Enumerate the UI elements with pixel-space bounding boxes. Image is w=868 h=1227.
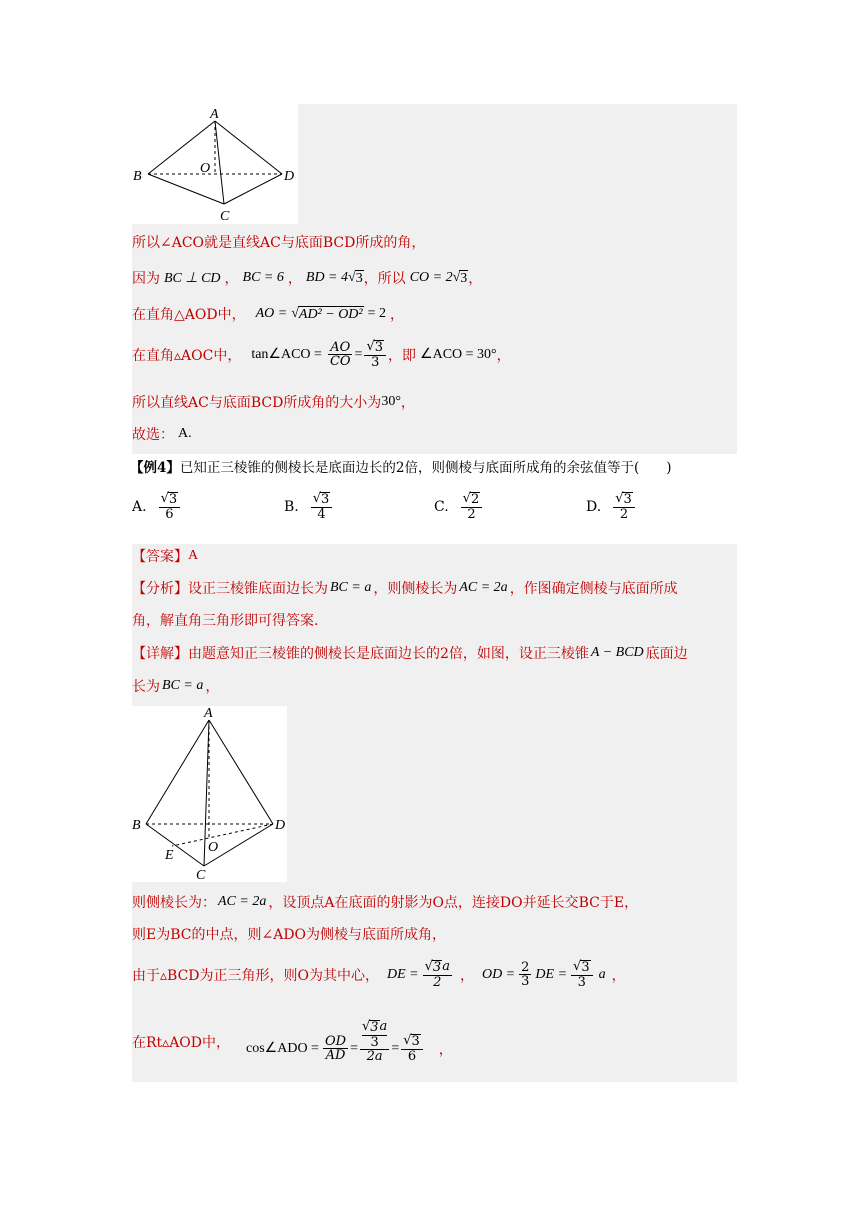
figure1-label-B: B	[133, 169, 142, 184]
analysis-text-c: ，则侧棱长为	[373, 581, 458, 597]
detail-text-a: 由题意知正三棱锥的侧棱长是底面边长的2倍，如图，设正三棱锥	[188, 646, 589, 662]
conclusion-text: 所以直线AC与底面BCD所成角的大小为	[132, 395, 382, 411]
example4-text: 已知正三棱锥的侧棱长是底面边长的2倍，则侧棱与底面所成角的余弦值等于( )	[179, 460, 672, 476]
tan-expr: tan∠ACO =	[251, 347, 322, 363]
co-expr: CO = 2	[409, 270, 453, 285]
solution-line-3	[132, 304, 404, 324]
analysis-line-2	[132, 610, 318, 630]
de-expr: DE =	[387, 966, 419, 982]
choice-a: A.	[178, 426, 192, 441]
example4-tag: 【例4】	[130, 460, 180, 476]
example4-question	[130, 456, 672, 476]
figure2-label-O: O	[208, 840, 219, 855]
detail-line-1	[132, 643, 688, 663]
option-c[interactable]: C. √ 2 2	[434, 492, 484, 521]
comma: ，	[400, 395, 415, 411]
fraction-od-ad: $\frac{OD}{AD}$	[324, 1033, 347, 1064]
detail-text-3c: ，设顶点A在底面的射影为O点，连接DO并延长交BC于E，	[268, 895, 639, 911]
solution-line-6	[132, 424, 192, 444]
detail-text-c: 底面边	[645, 646, 688, 662]
cos-expr: cos∠ADO =	[246, 1041, 319, 1057]
figure1-label-D: D	[284, 169, 295, 184]
solution-text-1: 所以∠ACO就是直线AC与底面BCD所成的角，	[132, 235, 426, 251]
detail-text-4: 则E为BC的中点，则∠ADO为侧棱与底面所成角，	[132, 927, 447, 943]
var-a: a	[598, 966, 606, 982]
comma: ，	[611, 967, 626, 984]
fraction-ao-co: $\frac{AO}{CO}$	[329, 339, 351, 370]
figure-tetrahedron-2	[132, 706, 287, 882]
detail-line-2	[132, 676, 219, 696]
analysis-label: 【分析】	[132, 581, 188, 597]
namely-text: ，即	[388, 347, 417, 364]
detail-line-5	[132, 960, 626, 989]
perp-expr: BC ⊥ CD	[164, 270, 221, 286]
detail-text-5a: 由于▵BCD为正三角形，则O为其中心，	[132, 967, 379, 984]
comma: ，	[205, 679, 220, 695]
right-triangle-aoc-text: 在直角▵AOC中，	[132, 347, 242, 364]
solution-line-4	[132, 340, 511, 369]
analysis-line-1	[132, 578, 678, 598]
analysis-text-a: 设正三棱锥底面边长为	[188, 581, 328, 597]
comma: ，	[468, 271, 483, 287]
figure1-label-C: C	[220, 209, 230, 224]
sqrt-3: √ 3	[348, 269, 363, 286]
comma: ，	[438, 1041, 453, 1058]
bd-expr: BD = 4	[305, 270, 348, 285]
detail-text-2a: 长为	[132, 679, 160, 695]
comma: ，	[459, 967, 474, 984]
sqrt-3: √ 3	[452, 269, 468, 286]
option-a[interactable]: A. √ 3 6	[132, 492, 182, 521]
figure1-label-O: O	[200, 161, 211, 176]
a-bcd-expr: A − BCD	[590, 645, 644, 660]
sqrt-ad-od: √ AD² − OD²	[291, 305, 363, 322]
right-triangle-aod-text: 在直角△AOD中，	[132, 307, 246, 323]
solution-line-2	[132, 268, 482, 288]
angle-aco-expr: ∠ACO = 30°	[420, 347, 497, 363]
fraction-sqrt3-6: √ 3 6	[401, 1034, 423, 1063]
answer-line	[132, 546, 198, 566]
fraction-sqrt3-3b: √ 3 3	[571, 960, 593, 989]
bc-expr: BC = 6	[242, 270, 284, 285]
figure2-label-E: E	[165, 848, 174, 863]
equals: =	[350, 1040, 358, 1056]
detail-label: 【详解】	[132, 646, 188, 662]
option-d[interactable]: D. √ 3 2	[586, 492, 637, 521]
detail-line-6	[132, 1020, 453, 1064]
fraction-sqrt3a-2: √ 3 a 2	[424, 959, 450, 990]
comma: ，	[224, 271, 239, 287]
figure-tetrahedron-1	[132, 104, 298, 224]
equals-2: = 2	[367, 306, 387, 321]
comma: ，	[287, 271, 302, 287]
angle-30: 30°	[381, 394, 401, 409]
fraction-sqrt3-3: √ 3 3	[364, 340, 386, 369]
figure2-label-C: C	[196, 868, 206, 882]
figure1-label-A: A	[210, 107, 219, 122]
bc-eq-a-2: BC = a	[162, 678, 204, 693]
analysis-text-e: ，作图确定侧棱与底面所成	[509, 581, 678, 597]
figure2-label-A: A	[204, 706, 213, 721]
comma: ，	[496, 347, 511, 364]
detail-text-6a: 在Rt▵AOD中，	[132, 1034, 231, 1051]
figure2-label-B: B	[132, 818, 141, 833]
figure2-label-D: D	[275, 818, 286, 833]
solution-line-1	[132, 232, 425, 252]
analysis-text-2: 角，解直角三角形即可得答案.	[132, 613, 319, 629]
therefore-text: ，所以	[363, 271, 406, 287]
solution-line-5	[132, 392, 415, 412]
ac-eq-2a: AC = 2a	[459, 580, 508, 595]
ao-expr: AO =	[255, 306, 288, 321]
answer-label: 【答案】	[132, 549, 188, 565]
option-b[interactable]: B. √ 3 4	[284, 492, 334, 521]
ac-eq-2a-2: AC = 2a	[218, 894, 267, 909]
od-expr: OD =	[481, 966, 516, 982]
equals: =	[354, 346, 363, 362]
equals: =	[391, 1040, 400, 1056]
complex-fraction: √ 3 a 3 2a	[361, 1019, 388, 1065]
detail-line-4	[132, 924, 446, 944]
comma: ，	[390, 307, 405, 323]
fraction-2-3: $\frac{2}{3}$	[521, 959, 530, 990]
bc-eq-a: BC = a	[330, 580, 372, 595]
detail-line-3	[132, 892, 638, 912]
choose-text: 故选：	[132, 427, 174, 443]
de-eq: DE =	[535, 966, 568, 982]
because-text: 因为	[132, 271, 160, 287]
detail-text-3a: 则侧棱长为：	[132, 895, 216, 911]
answer-value: A	[188, 548, 199, 563]
